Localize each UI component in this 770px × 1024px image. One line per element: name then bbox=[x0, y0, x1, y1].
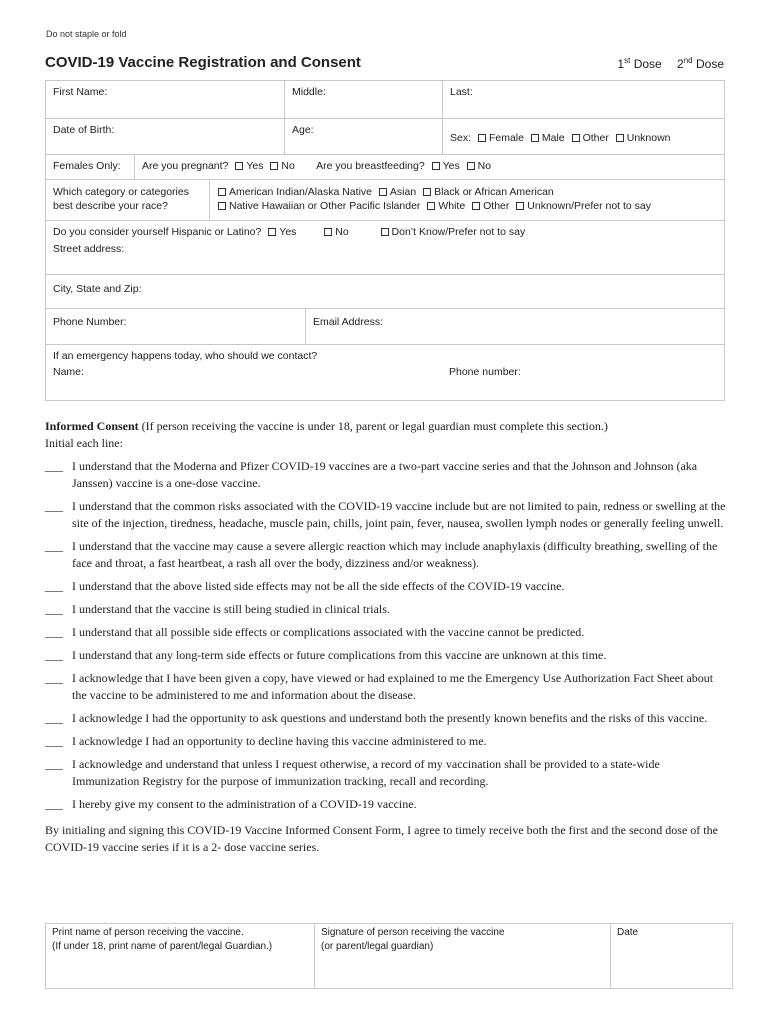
checkbox-breastfeeding-no[interactable] bbox=[467, 162, 475, 170]
consent-item bbox=[45, 733, 730, 750]
race-black: Black or African American bbox=[434, 186, 554, 198]
consent-item bbox=[45, 710, 730, 727]
breastfeeding-yes-label: Yes bbox=[442, 160, 460, 172]
breastfeeding-question: Are you breastfeeding? bbox=[316, 160, 425, 172]
consent-item-text: I understand that any long-term side effects or future complications from this vaccine are unknown at this time. bbox=[72, 648, 607, 662]
checkbox-pregnant-no[interactable] bbox=[270, 162, 278, 170]
initial-blank[interactable]: ___ bbox=[45, 539, 63, 553]
consent-item-text: I acknowledge I had an opportunity to decline having this vaccine administered to me. bbox=[72, 734, 487, 748]
hispanic-street-row bbox=[46, 221, 724, 275]
checkbox-native-hawaiian[interactable] bbox=[218, 202, 226, 210]
city-row bbox=[46, 275, 724, 309]
checkbox-male[interactable] bbox=[531, 134, 539, 142]
first-dose-label: Dose bbox=[633, 57, 662, 71]
initial-blank[interactable]: ___ bbox=[45, 671, 63, 685]
pregnant-no-label: No bbox=[281, 160, 295, 172]
race-question-line2: best describe your race? bbox=[53, 200, 168, 212]
breastfeeding-no-label: No bbox=[477, 160, 492, 172]
city-state-zip-field[interactable] bbox=[46, 275, 724, 308]
pregnant-question: Are you pregnant? bbox=[142, 160, 229, 172]
signature-label: Signature of person receiving the vaccine bbox=[321, 927, 505, 938]
consent-heading bbox=[45, 418, 730, 435]
city-state-zip-label: City, State and Zip: bbox=[53, 283, 142, 295]
form-title: COVID-19 Vaccine Registration and Consent bbox=[45, 54, 361, 71]
sex-group bbox=[450, 132, 671, 144]
dob-label: Date of Birth: bbox=[53, 124, 115, 136]
dose-selector bbox=[617, 56, 724, 71]
emergency-name-field[interactable] bbox=[53, 366, 84, 378]
sex-option-other: Other bbox=[582, 132, 609, 144]
consent-item bbox=[45, 756, 730, 790]
race-question-line1: Which category or categories bbox=[53, 186, 189, 198]
age-label: Age: bbox=[292, 124, 314, 136]
name-row bbox=[46, 81, 724, 119]
date-field[interactable] bbox=[610, 924, 732, 988]
initial-blank[interactable]: ___ bbox=[45, 797, 63, 811]
emergency-phone-label: Phone number: bbox=[449, 366, 521, 378]
sex-label: Sex: bbox=[450, 132, 472, 144]
pregnant-yes-label: Yes bbox=[246, 160, 264, 172]
middle-name-label: Middle: bbox=[292, 86, 326, 98]
checkbox-hispanic-no[interactable] bbox=[324, 228, 332, 236]
checkbox-race-other[interactable] bbox=[472, 202, 480, 210]
initial-blank[interactable]: ___ bbox=[45, 602, 63, 616]
second-dose-number: 2 bbox=[677, 57, 684, 71]
initial-blank[interactable]: ___ bbox=[45, 734, 63, 748]
first-name-field[interactable] bbox=[46, 81, 284, 118]
middle-name-field[interactable] bbox=[284, 81, 442, 118]
phone-number-label: Phone Number: bbox=[53, 316, 127, 328]
no-staple-notice: Do not staple or fold bbox=[46, 29, 127, 39]
pregnancy-cell bbox=[134, 155, 724, 179]
informed-consent-section bbox=[45, 418, 730, 856]
contact-row bbox=[46, 309, 724, 345]
hispanic-question: Do you consider yourself Hispanic or Latino? bbox=[53, 226, 262, 238]
females-only-row bbox=[46, 155, 724, 180]
phone-number-field[interactable] bbox=[46, 309, 305, 344]
first-dose-suffix: st bbox=[624, 56, 631, 65]
second-dose-suffix: nd bbox=[683, 56, 693, 65]
race-unknown: Unknown/Prefer not to say bbox=[527, 200, 652, 212]
sex-field bbox=[442, 119, 724, 154]
emergency-contact-row bbox=[46, 345, 724, 400]
initial-blank[interactable]: ___ bbox=[45, 579, 63, 593]
consent-heading-note: (If person receiving the vaccine is under 18, parent or legal guardian must complete this section.) bbox=[138, 419, 608, 433]
race-row bbox=[46, 180, 724, 221]
consent-item bbox=[45, 670, 730, 704]
consent-item bbox=[45, 796, 730, 813]
initial-blank[interactable]: ___ bbox=[45, 757, 63, 771]
emergency-phone-field[interactable] bbox=[449, 366, 521, 378]
signature-table bbox=[45, 923, 733, 989]
checkbox-white[interactable] bbox=[427, 202, 435, 210]
signature-note: (or parent/legal guardian) bbox=[321, 941, 434, 952]
race-white: White bbox=[438, 200, 466, 212]
consent-closing-statement: By initialing and signing this COVID-19 Vaccine Informed Consent Form, I agree to timely receive both the first and the second dose of the COVID-19 vaccine series if it is a 2- dose vaccine series. bbox=[45, 823, 718, 854]
consent-item-text: I acknowledge that I have been given a copy, have viewed or had explained to me the Emergency Use Authorization Fact Sheet about the vaccine to be administered to me and information about the disease. bbox=[72, 671, 714, 702]
initial-blank[interactable]: ___ bbox=[45, 625, 63, 639]
checkbox-breastfeeding-yes[interactable] bbox=[432, 162, 440, 170]
checkbox-asian[interactable] bbox=[379, 188, 387, 196]
first-dose-number: 1 bbox=[617, 57, 625, 71]
initial-blank[interactable]: ___ bbox=[45, 459, 63, 473]
consent-item-text: I understand that the above listed side effects may not be all the side effects of the COVID-19 vaccine. bbox=[72, 579, 565, 593]
print-name-label: Print name of person receiving the vaccine. bbox=[52, 927, 244, 938]
checkbox-other[interactable] bbox=[572, 134, 580, 142]
consent-item-text: I understand that the vaccine may cause a severe allergic reaction which may include anaphylaxis (difficulty breathing, swelling of the face and throat, a fast heartbeat, a rash all over the body, dizziness and/or weakness). bbox=[72, 539, 718, 570]
second-dose-label: Dose bbox=[695, 57, 724, 71]
checkbox-unknown[interactable] bbox=[616, 134, 624, 142]
dob-field[interactable] bbox=[46, 119, 284, 154]
consent-item-text: I understand that the Moderna and Pfizer COVID-19 vaccines are a two-part vaccine series and that the Johnson and Johnson (aka Janssen) vaccine is a one-dose vaccine. bbox=[72, 459, 698, 490]
race-american-indian: American Indian/Alaska Native bbox=[229, 186, 372, 198]
last-name-label: Last: bbox=[450, 86, 473, 98]
street-address-label: Street address: bbox=[53, 243, 125, 255]
consent-item-text: I hereby give my consent to the administration of a COVID-19 vaccine. bbox=[72, 797, 417, 811]
email-address-field[interactable] bbox=[305, 309, 724, 344]
print-name-note: (If under 18, print name of parent/legal Guardian.) bbox=[52, 941, 273, 952]
registration-form bbox=[45, 80, 725, 401]
hispanic-yes-label: Yes bbox=[279, 226, 297, 238]
sex-option-unknown: Unknown bbox=[626, 132, 671, 144]
checkbox-american-indian[interactable] bbox=[218, 188, 226, 196]
first-dose-option[interactable] bbox=[617, 57, 661, 71]
females-only-cell bbox=[46, 155, 134, 179]
checkbox-female[interactable] bbox=[478, 134, 486, 142]
checkbox-black[interactable] bbox=[423, 188, 431, 196]
first-name-label: First Name: bbox=[53, 86, 108, 98]
dob-row bbox=[46, 119, 724, 155]
hispanic-question-group bbox=[53, 226, 525, 238]
consent-item bbox=[45, 498, 730, 532]
print-name-field[interactable] bbox=[46, 924, 314, 988]
street-address-field[interactable] bbox=[53, 243, 124, 255]
initial-blank[interactable]: ___ bbox=[45, 711, 63, 725]
checkbox-hispanic-unknown[interactable] bbox=[381, 228, 389, 236]
consent-item bbox=[45, 458, 730, 492]
race-native-hawaiian: Native Hawaiian or Other Pacific Islander bbox=[229, 200, 421, 212]
consent-item bbox=[45, 647, 730, 664]
hispanic-unknown-label: Don’t Know/Prefer not to say bbox=[391, 226, 526, 238]
consent-item bbox=[45, 624, 730, 641]
consent-heading-title: Informed Consent bbox=[45, 419, 139, 433]
second-dose-option[interactable] bbox=[677, 57, 724, 71]
signature-field[interactable] bbox=[314, 924, 610, 988]
sex-option-female: Female bbox=[488, 132, 524, 144]
age-field[interactable] bbox=[284, 119, 442, 154]
emergency-name-label: Name: bbox=[53, 366, 84, 378]
race-asian: Asian bbox=[389, 186, 417, 198]
consent-item-text: I acknowledge and understand that unless I request otherwise, a record of my vaccination shall be provided to a state-wide Immunization Registry for the purpose of immunization tracking, recall and recording. bbox=[72, 757, 660, 788]
race-question bbox=[46, 180, 209, 220]
consent-items bbox=[45, 458, 730, 813]
email-address-label: Email Address: bbox=[313, 316, 384, 328]
last-name-field[interactable] bbox=[442, 81, 724, 118]
consent-item bbox=[45, 601, 730, 618]
consent-item bbox=[45, 538, 730, 572]
emergency-question: If an emergency happens today, who should we contact? bbox=[53, 350, 318, 362]
race-options bbox=[209, 180, 724, 220]
consent-item-text: I understand that the vaccine is still being studied in clinical trials. bbox=[72, 602, 390, 616]
sex-option-male: Male bbox=[541, 132, 565, 144]
consent-item-text: I understand that the common risks associated with the COVID-19 vaccine include but are not limited to pain, redness or swelling at the site of the injection, tiredness, headache, muscle pain, chills, joint pain, fever, nausea, swollen lymph nodes or generally feeling unwell. bbox=[72, 499, 726, 530]
consent-item bbox=[45, 578, 730, 595]
date-label: Date bbox=[617, 927, 639, 938]
consent-item-text: I acknowledge I had the opportunity to ask questions and understand both the presently known benefits and the risks of this vaccine. bbox=[72, 711, 708, 725]
checkbox-pregnant-yes[interactable] bbox=[235, 162, 243, 170]
hispanic-no-label: No bbox=[335, 226, 349, 238]
consent-instruction: Initial each line: bbox=[45, 436, 123, 450]
initial-blank[interactable]: ___ bbox=[45, 499, 63, 513]
females-only-label: Females Only: bbox=[53, 160, 121, 172]
initial-blank[interactable]: ___ bbox=[45, 648, 63, 662]
consent-item-text: I understand that all possible side effects or complications associated with the vaccine cannot be predicted. bbox=[72, 625, 585, 639]
checkbox-race-unknown[interactable] bbox=[516, 202, 524, 210]
race-other: Other bbox=[483, 200, 510, 212]
checkbox-hispanic-yes[interactable] bbox=[268, 228, 276, 236]
